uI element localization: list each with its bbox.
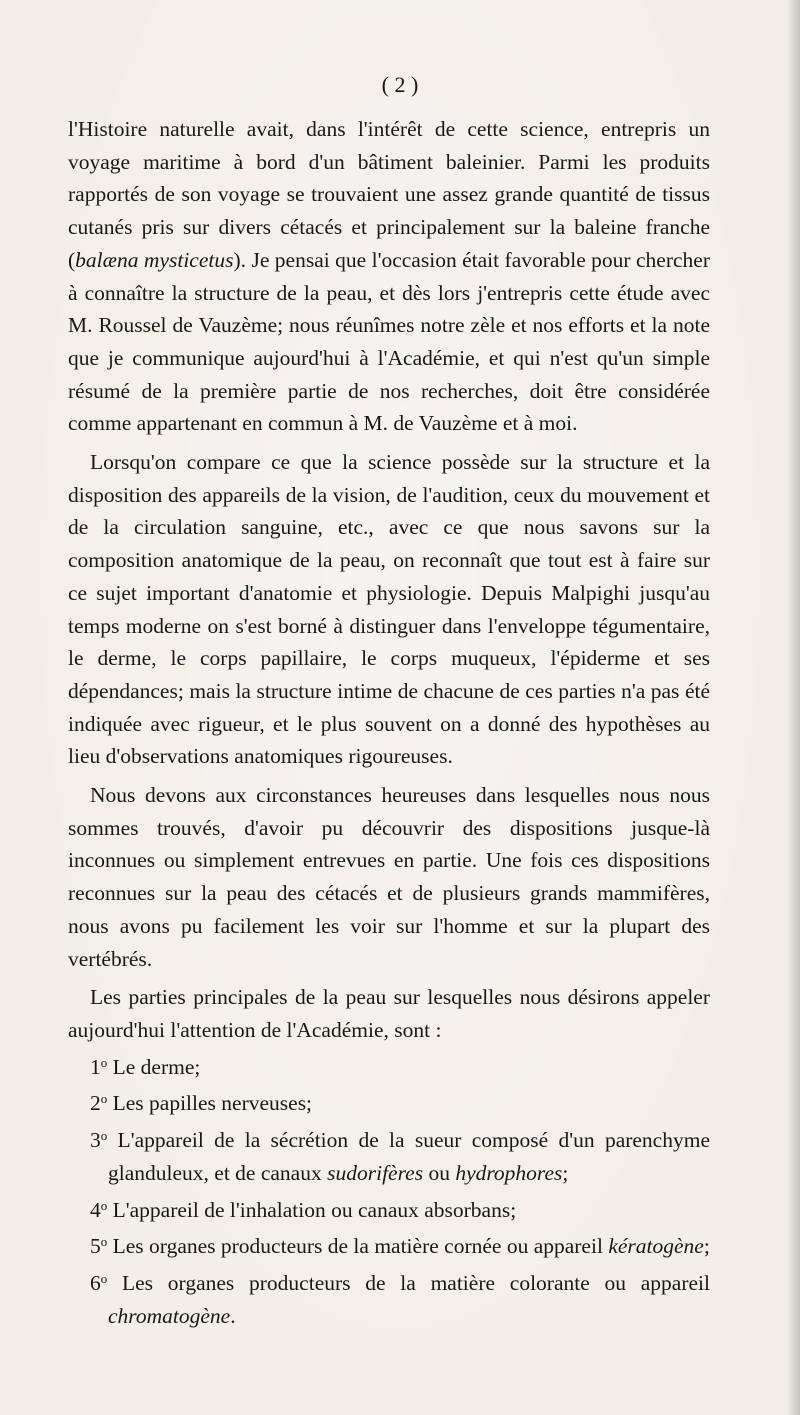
page-number: ( 2 ): [381, 72, 419, 97]
paragraph-4: Les parties principales de la peau sur lesquelles nous désirons appeler aujourd'hui l'attention de l'Académie, sont :: [68, 985, 710, 1042]
paragraph-1: l'Histoire naturelle avait, dans l'intérêt de cette science, entrepris un voyage maritime à bord d'un bâtiment baleinier. Parmi les produits rapportés de son voyage se trouvaient une assez grande quantité de tissus cutanés pris sur divers cétacés et principalement sur la baleine franche (balæna mysticetus). Je pensai que l'occasion était favorable pour chercher à connaître la structure de la peau, et dès lors j'entrepris cette étude avec M. Roussel de Vauzème; nous réunîmes notre zèle et nos efforts et la note que je communique aujourd'hui à l'Académie, et qui n'est qu'un simple résumé de la première partie de nos recherches, doit être considérée comme appartenant en commun à M. de Vauzème et à moi.: [68, 117, 710, 436]
species-name: balæna mysticetus: [75, 247, 234, 272]
list-item: 4$^o$ L'appareil de l'inhalation ou canaux absorbans;: [90, 1197, 517, 1222]
paragraph-3: Nous devons aux circonstances heureuses dans lesquelles nous nous sommes trouvés, d'avoir pu découvrir des dispositions jusque-là inconnues ou simplement entrevues en partie. Une fois ces dispositions reconnues sur la peau des cétacés et de plusieurs grands mammifères, nous avons pu facilement les voir sur l'homme et sur la plupart des vertébrés.: [68, 783, 710, 971]
list-item: 3$^o$ L'appareil de la sécrétion de la sueur composé d'un parenchyme glanduleux, et de canaux sudorifères ou hydrophores;: [90, 1128, 710, 1185]
list-item: 1$^o$ Le derme;: [90, 1054, 201, 1079]
list-item: 6$^o$ Les organes producteurs de la matière colorante ou appareil chromatogène.: [90, 1270, 710, 1328]
body-text: [68, 113, 710, 1332]
parts-list: [68, 1047, 710, 1333]
list-item: 5$^o$ Les organes producteurs de la matière cornée ou appareil kératogène;: [90, 1234, 710, 1259]
list-item: 2$^o$ Les papilles nerveuses;: [90, 1091, 313, 1116]
page-edge-shadow: [786, 0, 800, 1415]
paragraph-2: Lorsqu'on compare ce que la science possède sur la structure et la disposition des appareils de la vision, de l'audition, ceux du mouvement et de la circulation sanguine, etc., avec ce que nous savons sur la composition anatomique de la peau, on reconnaît que tout est à faire sur ce sujet important d'anatomie et physiologie. Depuis Malpighi jusqu'au temps moderne on s'est borné à distinguer dans l'enveloppe tégumentaire, le derme, le corps papillaire, le corps muqueux, l'épiderme et ses dépendances; mais la structure intime de chacune de ces parties n'a pas été indiquée avec rigueur, et le plus souvent on a donné des hypothèses au lieu d'observations anatomiques rigoureuses.: [68, 450, 710, 769]
